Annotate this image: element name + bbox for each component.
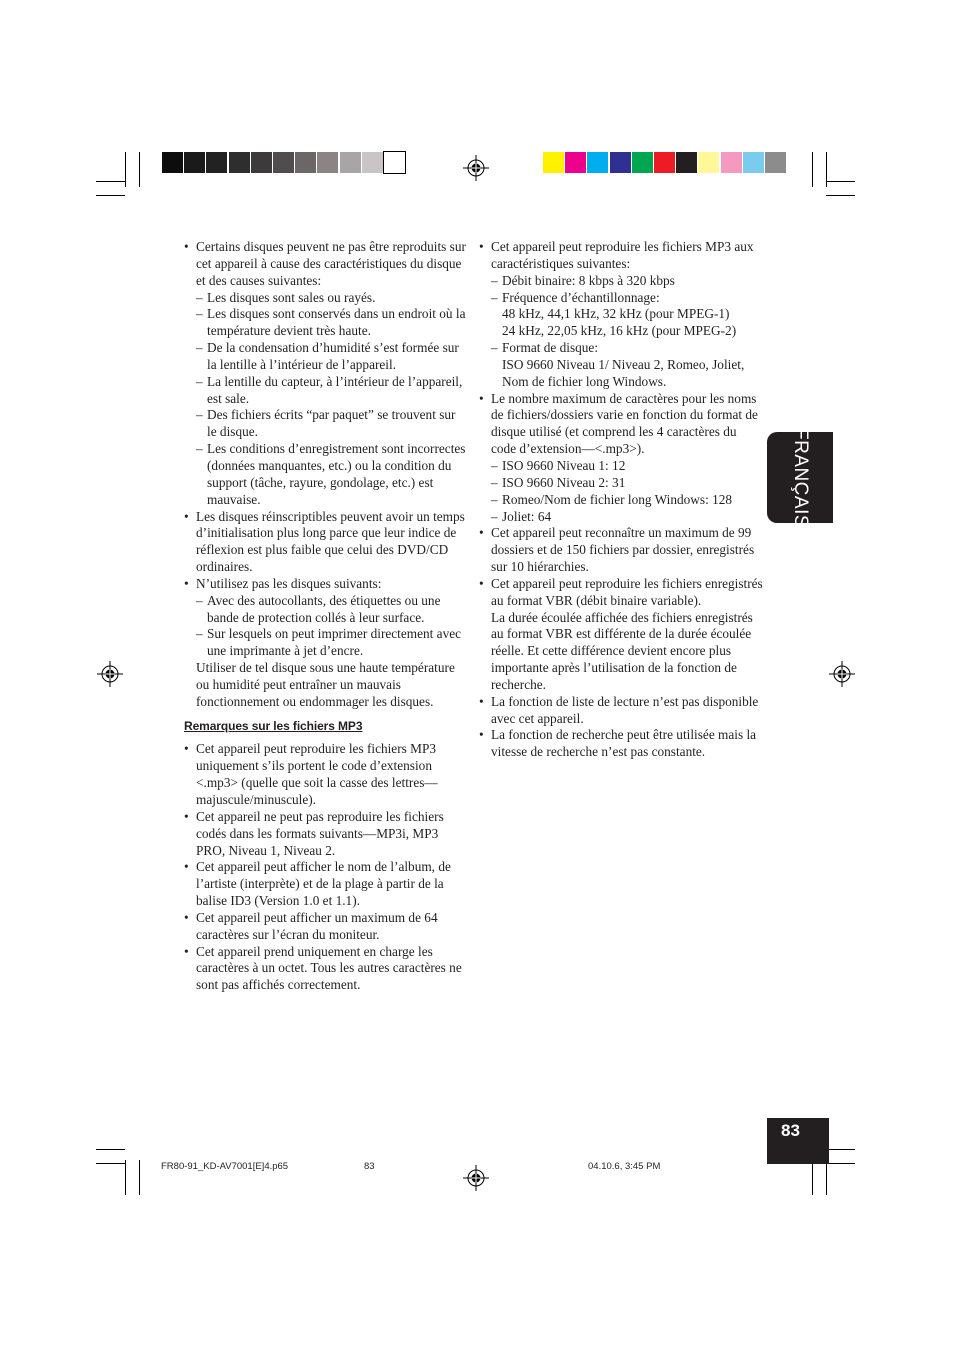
dash-item: – Les disques sont sales ou rayés. — [184, 290, 466, 307]
section-heading: Remarques sur les fichiers MP3 — [184, 718, 363, 733]
dash-item: – ISO 9660 Niveau 2: 31 — [479, 475, 763, 492]
crop-mark — [125, 152, 126, 187]
dash-item: – De la condensation d’humidité s’est formée sur la lentille à l’intérieur de l’appareil. — [184, 340, 466, 374]
dash-item: – Des fichiers écrits “par paquet” se trouvent sur le disque. — [184, 407, 466, 441]
registration-mark-icon — [829, 661, 855, 687]
bullet-item: • N’utilisez pas les disques suivants: — [184, 576, 466, 593]
page-number-box — [767, 1118, 829, 1164]
gray-swatch — [273, 152, 294, 173]
crop-mark — [96, 195, 125, 196]
crop-mark — [826, 195, 855, 196]
language-tab-label: FRANÇAIS — [790, 427, 811, 528]
bullet-item: • Cet appareil prend uniquement en charge les caractères à un octet. Tous les autres caractères ne sont pas affichés correctement. — [184, 944, 466, 995]
left-column — [184, 239, 466, 994]
gray-swatch — [362, 152, 383, 173]
gray-swatch — [340, 152, 361, 173]
color-swatch — [610, 152, 631, 173]
color-swatch — [721, 152, 742, 173]
crop-mark — [96, 1163, 125, 1164]
crop-mark — [826, 1149, 855, 1150]
dash-item: – Les disques sont conservés dans un endroit où la température devient très haute. — [184, 306, 466, 340]
bullet-item: • Cet appareil peut reproduire les fichiers enregistrés au format VBR (débit binaire variable). — [479, 576, 763, 610]
crop-mark — [826, 1160, 827, 1195]
crop-mark — [826, 1163, 855, 1164]
footer-filename: FR80-91_KD-AV7001[E]4.p65 — [161, 1161, 289, 1172]
dash-item: – Format de disque: — [479, 340, 763, 357]
footer-page: 83 — [364, 1161, 375, 1172]
gray-swatch — [162, 152, 183, 173]
color-swatch — [632, 152, 653, 173]
crop-mark — [812, 152, 813, 187]
page-number: 83 — [781, 1121, 800, 1140]
crop-mark — [812, 1160, 813, 1195]
dash-item: – ISO 9660 Niveau 1: 12 — [479, 458, 763, 475]
dash-item-continuation: 24 kHz, 22,05 kHz, 16 kHz (pour MPEG-2) — [502, 323, 737, 339]
dash-item-continuation: ISO 9660 Niveau 1/ Niveau 2, Romeo, Joliet, Nom de fichier long Windows. — [502, 356, 745, 389]
bullet-item: • Cet appareil peut reproduire les fichiers MP3 uniquement s’ils portent le code d’extension <.mp3> (quelle que soit la casse des lettres—majuscule/minuscule). — [184, 741, 466, 808]
bullet-item: • Les disques réinscriptibles peuvent avoir un temps d’initialisation plus long parce que leur indice de réflexion est plus faible que celui des DVD/CD ordinaires. — [184, 509, 466, 576]
gray-swatch — [206, 152, 227, 173]
dash-item: – Romeo/Nom de fichier long Windows: 128 — [479, 492, 763, 509]
bullet-item: • La fonction de liste de lecture n’est pas disponible avec cet appareil. — [479, 694, 763, 728]
crop-mark — [96, 181, 125, 182]
gray-swatch — [184, 152, 205, 173]
crop-mark — [125, 1160, 126, 1195]
dash-item: – Sur lesquels on peut imprimer directement avec une imprimante à jet d’encre. — [184, 626, 466, 660]
dash-item: – Débit binaire: 8 kbps à 320 kbps — [479, 273, 763, 290]
color-swatch — [543, 152, 564, 173]
bullet-item: • Cet appareil ne peut pas reproduire les fichiers codés dans les formats suivants—MP3i, MP3 PRO, Niveau 1, Niveau 2. — [184, 809, 466, 860]
gray-swatch — [229, 152, 250, 173]
crop-mark — [139, 1160, 140, 1195]
bullet-item: • Cet appareil peut afficher le nom de l’album, de l’artiste (interprète) et de la plage à partir de la balise ID3 (Version 1.0 et 1.1). — [184, 859, 466, 910]
color-swatch — [565, 152, 586, 173]
dash-item-continuation: 48 kHz, 44,1 kHz, 32 kHz (pour MPEG-1) — [502, 306, 730, 322]
right-column — [479, 239, 763, 761]
bullet-item: • Certains disques peuvent ne pas être reproduits sur cet appareil à cause des caractéristiques du disque et des causes suivantes: — [184, 239, 466, 290]
crop-mark — [139, 152, 140, 187]
gray-swatch — [295, 152, 316, 173]
color-swatch — [654, 152, 675, 173]
language-tab — [767, 427, 833, 528]
bullet-item: • La fonction de recherche peut être utilisée mais la vitesse de recherche n’est pas constante. — [479, 727, 763, 761]
color-swatch — [587, 152, 608, 173]
bullet-item: • Le nombre maximum de caractères pour les noms de fichiers/dossiers varie en fonction du format de disque utilisé (et comprend les 4 caractères du code d’extension—<.mp3>). — [479, 391, 763, 458]
dash-item: – Fréquence d’échantillonnage: — [479, 290, 763, 307]
dash-item: – Avec des autocollants, des étiquettes ou une bande de protection collés à leur surface. — [184, 593, 466, 627]
dash-item: – La lentille du capteur, à l’intérieur de l’appareil, est sale. — [184, 374, 466, 408]
crop-mark — [826, 181, 855, 182]
bullet-item: • Cet appareil peut reconnaître un maximum de 99 dossiers et de 150 fichiers par dossier, enregistrés sur 10 hiérarchies. — [479, 525, 763, 576]
note-paragraph: La durée écoulée affichée des fichiers enregistrés au format VBR est différente de la durée écoulée réelle. Et cette différence devient encore plus importante après l’utilisation de la fonction de recherche. — [491, 609, 753, 692]
registration-mark-icon — [463, 155, 489, 181]
color-swatch — [765, 152, 786, 173]
gray-swatch — [251, 152, 272, 173]
bullet-item: • Cet appareil peut reproduire les fichiers MP3 aux caractéristiques suivantes: — [479, 239, 763, 273]
color-swatch — [743, 152, 764, 173]
registration-mark-icon — [463, 1165, 489, 1191]
registration-mark-icon — [97, 661, 123, 687]
color-swatch — [698, 152, 719, 173]
note-paragraph: Utiliser de tel disque sous une haute température ou humidité peut entraîner un mauvais fonctionnement ou endommager les disques. — [196, 660, 455, 709]
color-swatch — [676, 152, 697, 173]
bullet-item: • Cet appareil peut afficher un maximum de 64 caractères sur l’écran du moniteur. — [184, 910, 466, 944]
gray-swatch — [384, 152, 405, 173]
dash-item: – Joliet: 64 — [479, 509, 763, 526]
footer-timestamp: 04.10.6, 3:45 PM — [588, 1161, 661, 1172]
gray-swatch — [317, 152, 338, 173]
dash-item: – Les conditions d’enregistrement sont incorrectes (données manquantes, etc.) ou la condition du support (tâche, rayure, gondolage, etc.) est mauvaise. — [184, 441, 466, 508]
crop-mark — [96, 1149, 125, 1150]
